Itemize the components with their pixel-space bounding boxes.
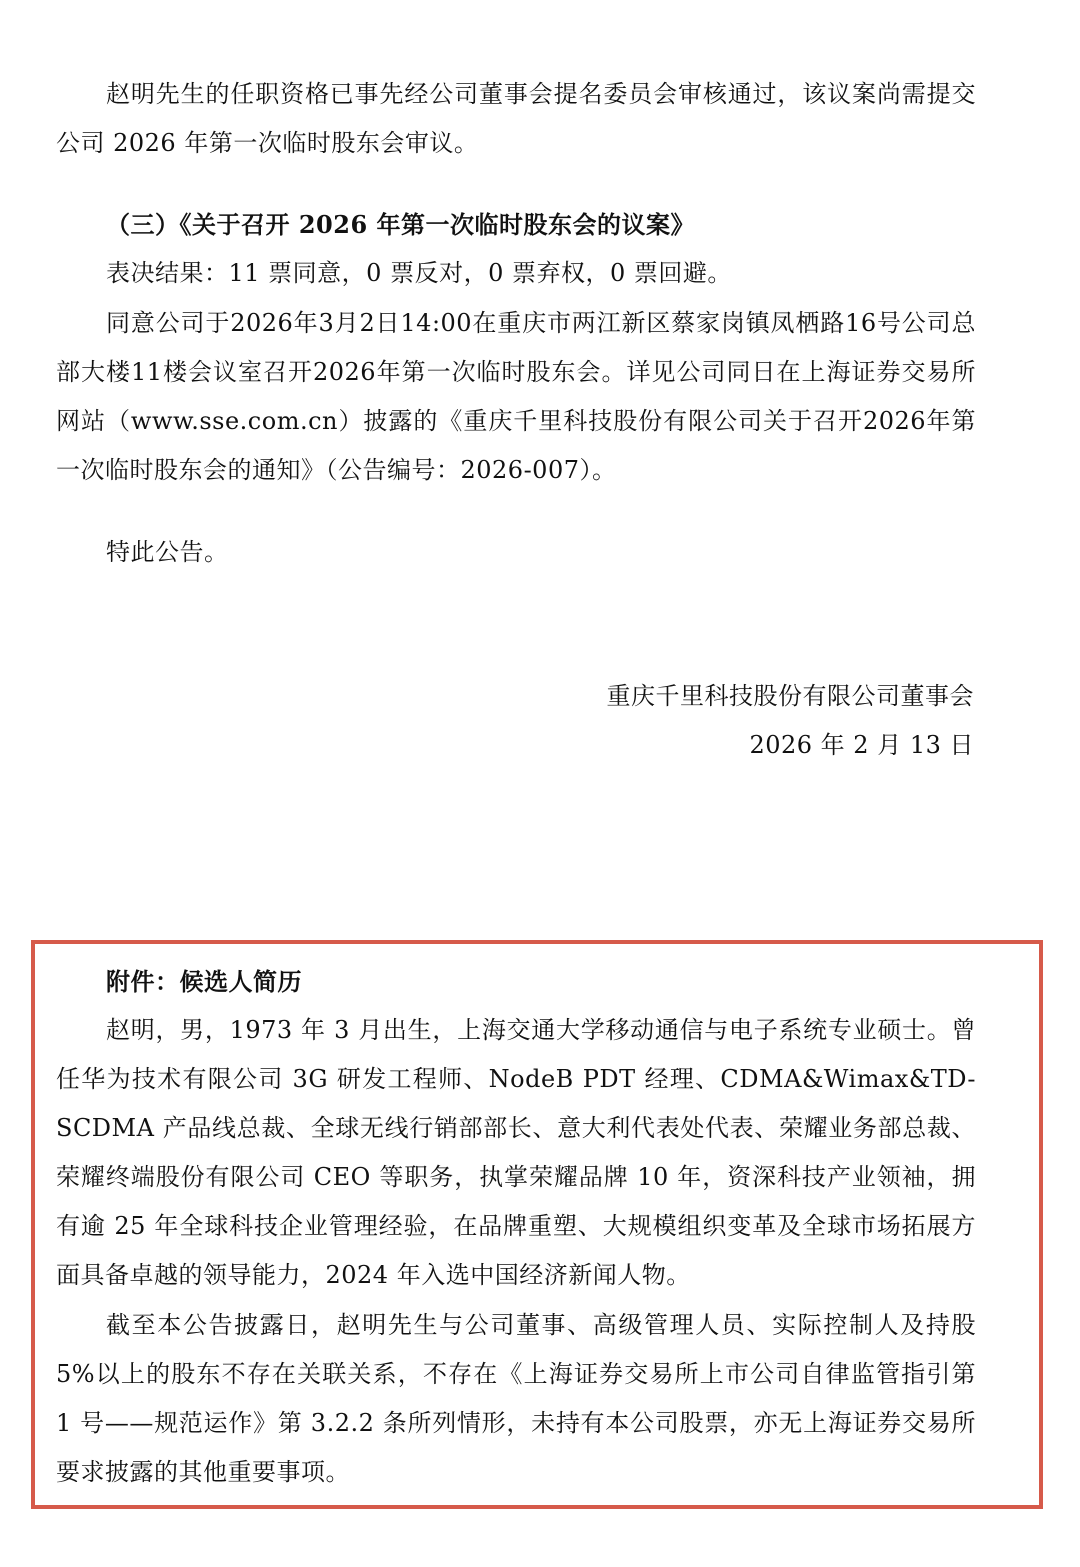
vote-result: 表决结果：11 票同意，0 票反对，0 票弃权，0 票回避。	[106, 259, 732, 287]
closing-remark: 特此公告。	[106, 538, 229, 566]
signature-date: 2026 年 2 月 13 日	[749, 731, 974, 759]
nomination-review-paragraph: 赵明先生的任职资格已事先经公司董事会提名委员会审核通过，该议案尚需提交公司 2026 年第一次临时股东会审议。	[56, 80, 976, 157]
candidate-disclosure: 截至本公告披露日，赵明先生与公司董事、高级管理人员、实际控制人及持股5%以上的股东不存在关联关系，不存在《上海证券交易所上市公司自律监管指引第 1 号——规范运作》第 3.2.2 条所列情形，未持有本公司股票，亦无上海证券交易所要求披露的其他重要事项。	[56, 1311, 976, 1486]
candidate-bio: 赵明，男，1973 年 3 月出生，上海交通大学移动通信与电子系统专业硕士。曾任华为技术有限公司 3G 研发工程师、NodeB PDT 经理、CDMA&Wimax&TD-SCDMA 产品线总裁、全球无线行销部部长、意大利代表处代表、荣耀业务部总裁、荣耀终端股份有限公司 CEO 等职务，执掌荣耀品牌 10 年，资深科技产业领袖，拥有逾 25 年全球科技企业管理经验，在品牌重塑、大规模组织变革及全球市场拓展方面具备卓越的领导能力，2024 年入选中国经济新闻人物。	[56, 1016, 976, 1289]
signature-company: 重庆千里科技股份有限公司董事会	[606, 682, 974, 710]
annex-title: 附件：候选人简历	[106, 967, 302, 996]
motion-three-heading: （三）《关于召开 2026 年第一次临时股东会的议案》	[106, 210, 696, 239]
meeting-details-paragraph: 同意公司于2026年3月2日14:00在重庆市两江新区蔡家岗镇凤栖路16号公司总部大楼11楼会议室召开2026年第一次临时股东会。详见公司同日在上海证券交易所网站（www.sse.com.cn）披露的《重庆千里科技股份有限公司关于召开2026年第一次临时股东会的通知》（公告编号：2026-007）。	[56, 309, 976, 484]
